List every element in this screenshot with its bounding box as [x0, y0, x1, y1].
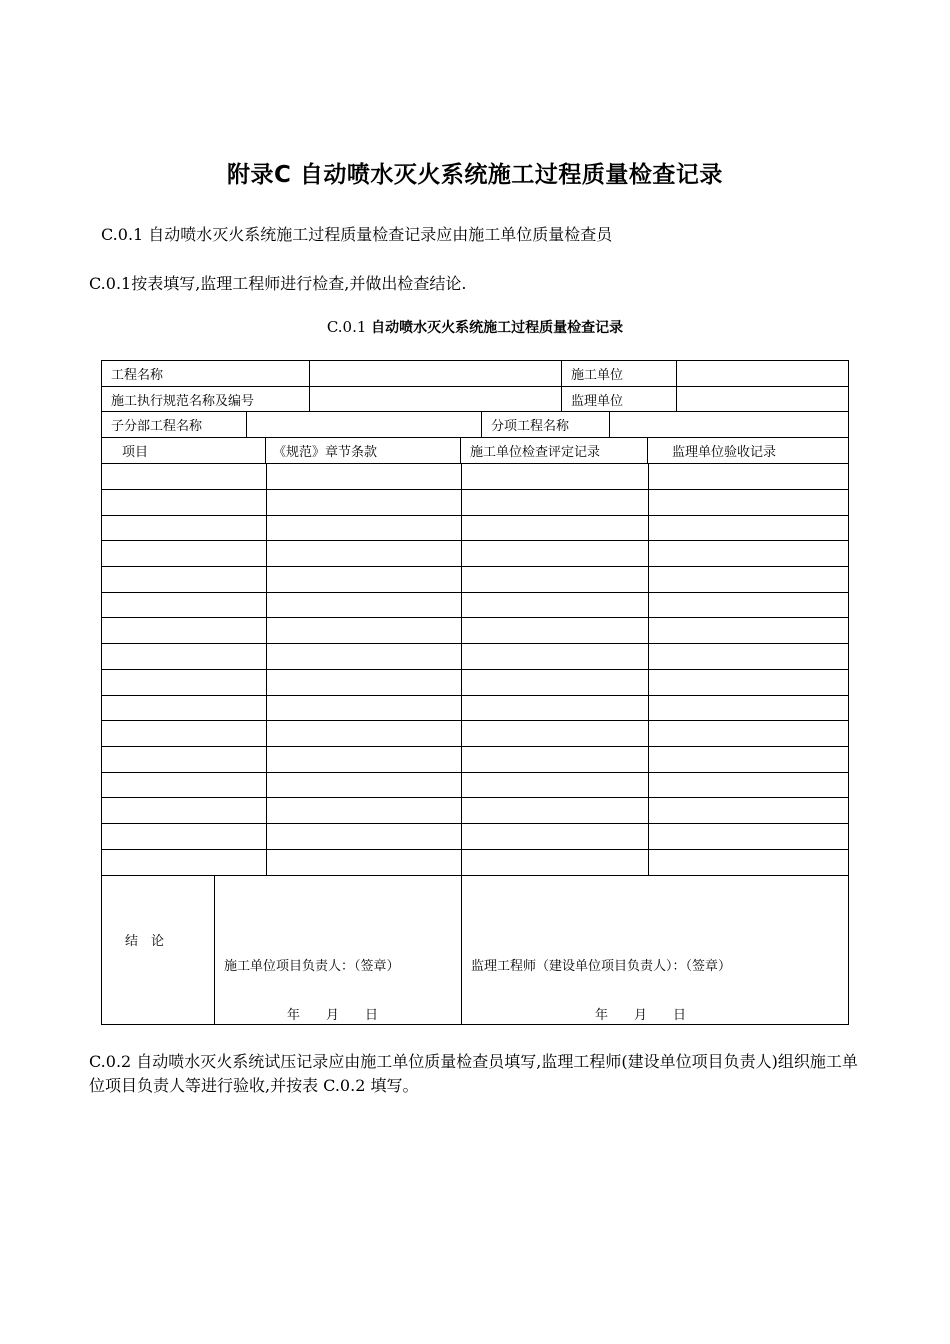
supervision-unit-field[interactable]: [677, 387, 848, 412]
intro-line-1: C.0.1 自动喷水灭火系统施工过程质量检查记录应由施工单位质量检查员: [101, 225, 613, 244]
table-row: [102, 797, 848, 798]
column-header-item: 项目: [102, 438, 266, 464]
table-row: [102, 695, 848, 696]
inspection-form: [101, 360, 849, 1025]
table-row: [102, 643, 848, 644]
item-project-field[interactable]: [610, 412, 848, 438]
project-name-label: 工程名称: [102, 361, 310, 387]
table-caption-code: C.0.1: [326, 318, 367, 336]
supervision-signature-label: 监理工程师（建设单位项目负责人）：（签章）: [471, 959, 732, 974]
page-title: 附录C 自动喷水灭火系统施工过程质量检查记录: [227, 162, 723, 188]
conclusion-label: 结 论: [125, 934, 165, 949]
table-row: [102, 720, 848, 721]
table-row: [102, 566, 848, 567]
supervision-date-line: 年 月 日: [595, 1008, 687, 1023]
table-caption: [0, 317, 950, 337]
sub-project-label: 子分部工程名称: [102, 412, 247, 438]
supervision-unit-label: 监理单位: [562, 387, 677, 412]
table-row: [102, 746, 848, 747]
table-row: [102, 489, 848, 490]
sub-project-field[interactable]: [247, 412, 482, 438]
item-project-label: 分项工程名称: [482, 412, 610, 438]
standard-field[interactable]: [310, 387, 562, 412]
column-header-clause: 《规范》章节条款: [266, 438, 461, 464]
construction-unit-label: 施工单位: [562, 361, 677, 387]
table-row: [102, 849, 848, 850]
column-header-construction-record: 施工单位检查评定记录: [461, 438, 648, 464]
table-row: [102, 772, 848, 773]
conclusion-divider: [214, 875, 215, 1024]
column-header-supervision-record: 监理单位验收记录: [648, 438, 848, 464]
table-row: [102, 592, 848, 593]
construction-unit-field[interactable]: [677, 361, 848, 387]
table-row: [102, 669, 848, 670]
construction-date-line: 年 月 日: [287, 1008, 379, 1023]
table-row: [102, 540, 848, 541]
project-name-field[interactable]: [310, 361, 562, 387]
closing-paragraph: C.0.2 自动喷水灭火系统试压记录应由施工单位质量检查员填写,监理工程师(建设单位项目负责人)组织施工单位项目负责人等进行验收,并按表 C.0.2 填写。: [89, 1052, 858, 1095]
intro-line-2: C.0.1按表填写,监理工程师进行检查,并做出检查结论.: [89, 274, 467, 293]
table-caption-text: 自动喷水灭火系统施工过程质量检查记录: [371, 320, 624, 336]
table-row: [102, 515, 848, 516]
standard-label: 施工执行规范名称及编号: [102, 387, 310, 412]
conclusion-divider: [461, 875, 462, 1024]
table-row: [102, 617, 848, 618]
table-row: [102, 823, 848, 824]
construction-signature-label: 施工单位项目负责人：（签章）: [224, 959, 400, 974]
